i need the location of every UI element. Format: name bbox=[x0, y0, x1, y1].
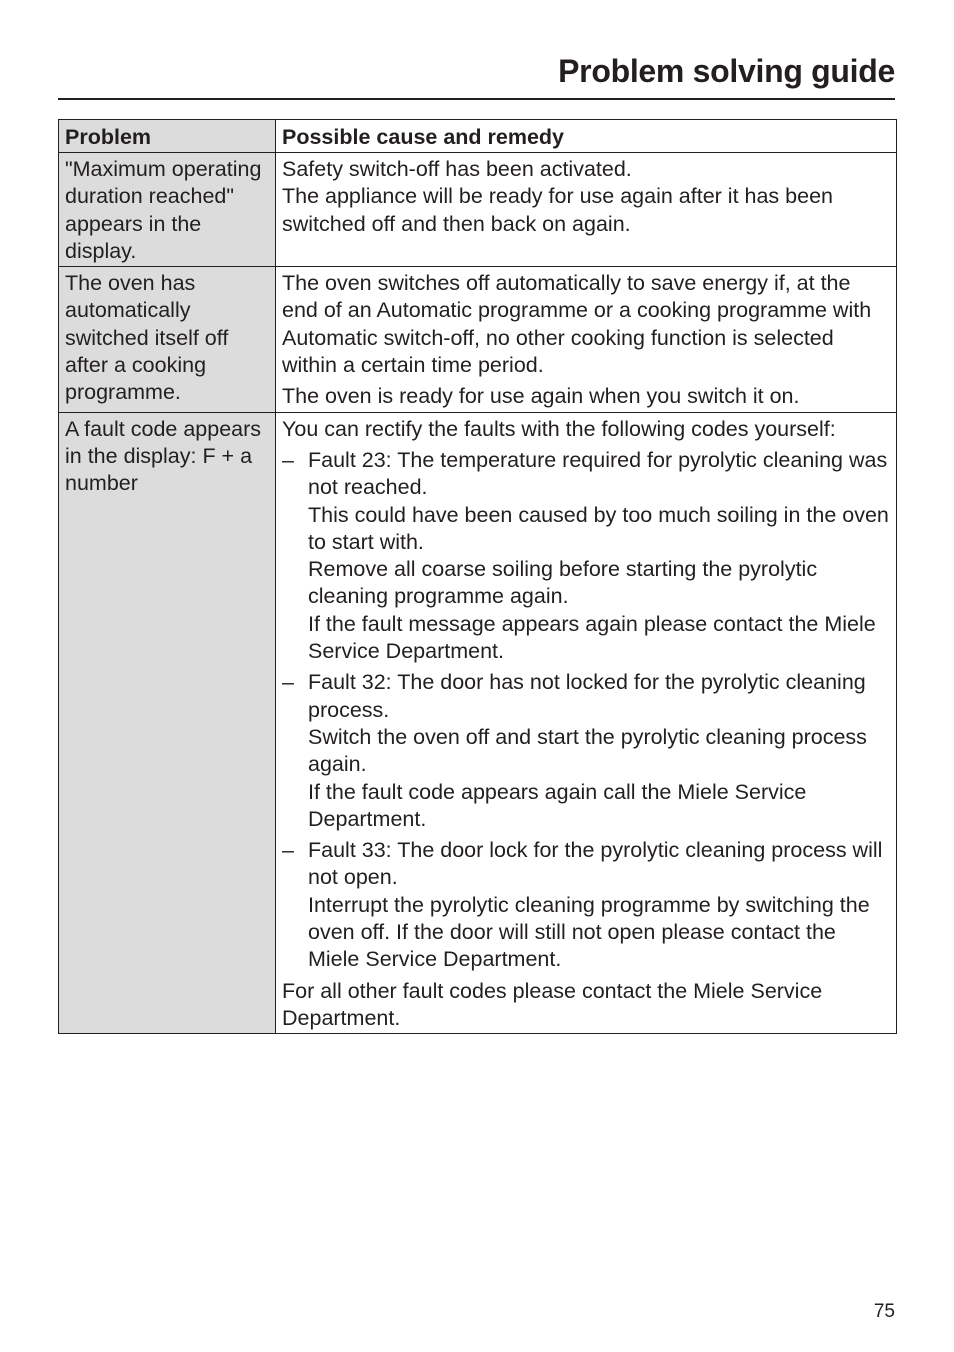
list-item bbox=[282, 837, 890, 973]
dash-bullet: – bbox=[282, 447, 294, 472]
remedy-cell bbox=[276, 153, 897, 267]
dash-bullet: – bbox=[282, 838, 294, 863]
fault-text: Fault 33: The door lock for the pyrolytic cleaning process will not open. Interrupt the pyrolytic cleaning programme by switching the oven off. If the door will still not open please contact the Miele Service Department. bbox=[308, 838, 883, 972]
remedy-paragraph: The oven is ready for use again when you switch it on. bbox=[282, 384, 800, 409]
table-row bbox=[59, 412, 897, 1034]
page-number: 75 bbox=[873, 1301, 895, 1322]
table-row bbox=[59, 153, 897, 267]
fault-list bbox=[282, 447, 890, 974]
title-rule bbox=[58, 98, 895, 100]
remedy-intro: You can rectify the faults with the following codes yourself: bbox=[282, 416, 836, 441]
column-header-remedy: Possible cause and remedy bbox=[276, 120, 897, 153]
page-title: Problem solving guide bbox=[558, 53, 895, 89]
problem-cell: The oven has automatically switched itself off after a cooking programme. bbox=[59, 267, 276, 412]
remedy-outro: For all other fault codes please contact the Miele Service Department. bbox=[282, 978, 823, 1030]
remedy-paragraph: The oven switches off automatically to save energy if, at the end of an Automatic programme or a cooking programme with Automatic switch-off, no other cooking function is selected within a certain time period. bbox=[282, 271, 872, 378]
fault-text: Fault 23: The temperature required for pyrolytic cleaning was not reached. This could have been caused by too much soiling in the oven to start with. Remove all coarse soiling before starting the pyrolytic cleaning programme again. If the fault message appears again please contact the Miele Service Department. bbox=[308, 447, 889, 664]
problem-cell: A fault code appears in the display: F + a number bbox=[59, 412, 276, 1034]
column-header-problem: Problem bbox=[59, 120, 276, 153]
list-item bbox=[282, 447, 890, 665]
remedy-cell bbox=[276, 267, 897, 412]
fault-text: Fault 32: The door has not locked for the pyrolytic cleaning process. Switch the oven off and start the pyrolytic cleaning process again. If the fault code appears again call the Miele Service Department. bbox=[308, 670, 867, 831]
problem-solving-table bbox=[58, 119, 897, 1034]
remedy-cell bbox=[276, 412, 897, 1034]
remedy-paragraph: Safety switch-off has been activated. The appliance will be ready for use again after it has been switched off and then back on again. bbox=[282, 157, 833, 236]
problem-cell: "Maximum operating duration reached" appears in the display. bbox=[59, 153, 276, 267]
table-row bbox=[59, 267, 897, 412]
list-item bbox=[282, 669, 890, 833]
dash-bullet: – bbox=[282, 670, 294, 695]
table-header-row bbox=[59, 120, 897, 153]
